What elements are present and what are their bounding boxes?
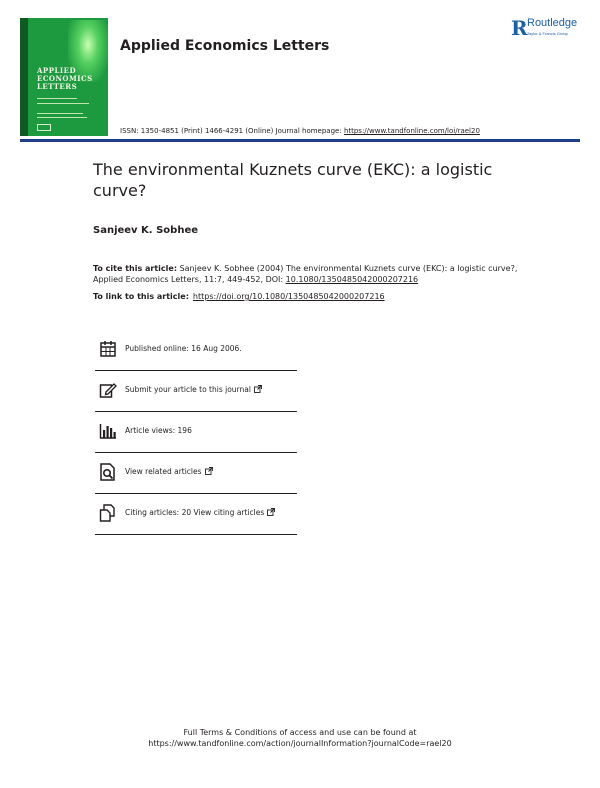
article-views-text: Article views: 196 — [125, 426, 192, 435]
publisher-name: Routledge — [527, 17, 578, 29]
related-articles-label: View related articles — [125, 467, 202, 476]
list-item-citing[interactable] — [95, 494, 297, 535]
list-item-submit[interactable] — [95, 371, 297, 412]
article-author: Sanjeev K. Sobhee — [93, 225, 199, 236]
issn-line — [120, 127, 480, 135]
article-doi-url[interactable]: https://doi.org/10.1080/1350485042000207216 — [192, 292, 385, 301]
cover-rule — [37, 98, 77, 99]
link-label: To link to this article: — [93, 292, 189, 301]
journal-homepage-link[interactable]: https://www.tandfonline.com/loi/rael20 — [343, 127, 480, 135]
submit-article-label: Submit your article to this journal — [125, 385, 251, 394]
citing-articles-icon — [99, 504, 117, 522]
external-link-icon — [254, 385, 262, 393]
cover-rule — [37, 103, 89, 104]
publisher-logo[interactable] — [511, 16, 591, 40]
article-title: The environmental Kuznets curve (EKC): a logistic curve? — [93, 160, 493, 200]
cover-rule — [37, 117, 87, 118]
external-link-icon — [267, 508, 275, 516]
article-info-list — [95, 330, 297, 535]
doi-link[interactable]: 10.1080/1350485042000207216 — [285, 275, 419, 284]
calendar-icon — [99, 340, 117, 358]
list-item-views — [95, 412, 297, 453]
publisher-tagline: Taylor & Francis Group — [527, 31, 568, 36]
header-divider — [20, 139, 580, 142]
external-link-icon — [205, 467, 213, 475]
bar-chart-icon — [99, 422, 117, 440]
citation-text: Sanjeev K. Sobhee (2004) The environmental Kuznets curve (EKC): a logistic curve?, Applied Economics Letters, 11:7, 449-452, DOI: — [93, 264, 518, 284]
citing-articles-label: Citing articles: 20 View citing articles — [125, 508, 265, 517]
footer-terms-text: Full Terms & Conditions of access and use can be found at — [183, 728, 417, 737]
routledge-mark-icon: R — [511, 16, 528, 40]
journal-title[interactable]: Applied Economics Letters — [120, 38, 330, 54]
cover-title — [37, 67, 97, 91]
footer-terms-url[interactable]: https://www.tandfonline.com/action/journalInformation?journalCode=rael20 — [148, 739, 452, 748]
edit-icon — [99, 381, 117, 399]
cover-spine — [20, 18, 28, 136]
cover-title-line: APPLIED — [37, 66, 77, 75]
citation-block — [93, 263, 518, 285]
list-item-published — [95, 330, 297, 371]
cover-title-line: ECONOMICS — [37, 74, 93, 83]
citing-articles-link[interactable] — [125, 508, 275, 517]
search-document-icon — [99, 463, 117, 481]
cover-rule — [37, 113, 83, 114]
list-item-related[interactable] — [95, 453, 297, 494]
cover-title-line: LETTERS — [37, 82, 78, 91]
citation-label: To cite this article: — [93, 264, 178, 273]
submit-article-link[interactable] — [125, 385, 262, 394]
issn-text: ISSN: 1350-4851 (Print) 1466-4291 (Online) Journal homepage: — [120, 127, 344, 135]
published-date-text: Published online: 16 Aug 2006. — [125, 344, 242, 353]
article-link-line — [93, 292, 385, 301]
terms-footer — [0, 727, 600, 749]
related-articles-link[interactable] — [125, 467, 213, 476]
journal-cover — [20, 18, 108, 136]
cover-badge — [37, 124, 51, 131]
